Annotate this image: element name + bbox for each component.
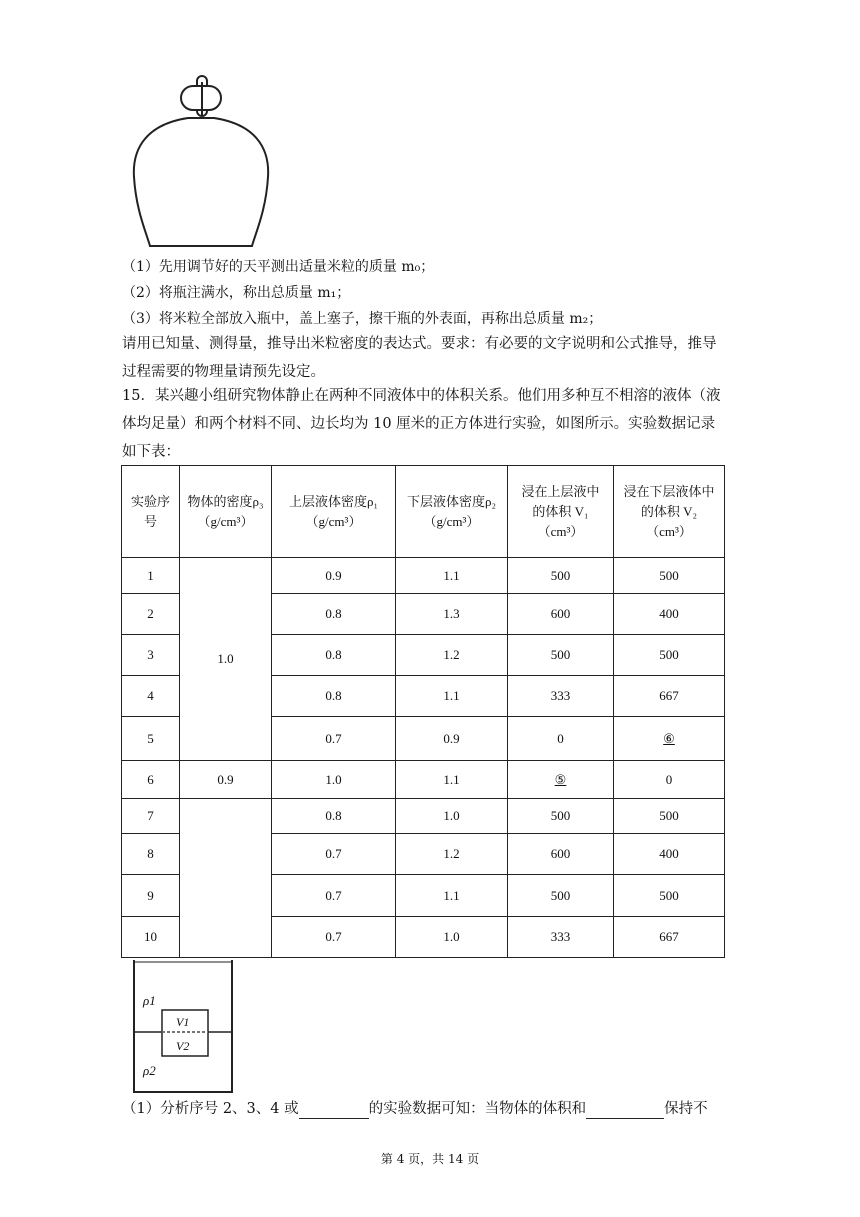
cell-v2: 400 [614,594,725,635]
cell-v2: 500 [614,875,725,917]
cell-n: 7 [122,799,180,834]
cell-v1: 500 [508,635,614,676]
answer-blank-1[interactable] [299,1102,369,1119]
table-row [122,761,725,799]
cell-n: 6 [122,761,180,799]
cell-n: 4 [122,676,180,717]
header-cell: 物体的密度ρ₃（g/cm³） [180,466,272,558]
cell-rho2: 1.3 [396,594,508,635]
instruction-text: 请用已知量、测得量，推导出米粒密度的表达式。要求：有必要的文字说明和公式推导，推导过程需要的物理量请预先设定。 [122,336,717,380]
cell-n: 9 [122,875,180,917]
cell-v1: 600 [508,834,614,875]
cell-rho2: 1.1 [396,676,508,717]
cell-rho2: 1.0 [396,799,508,834]
container-figure [126,958,238,1094]
cell-v1: 600 [508,594,614,635]
step-3: （3）将米粒全部放入瓶中，盖上塞子，擦干瓶的外表面，再称出总质量 m₂； [122,311,603,327]
cell-rho1: 0.7 [272,917,396,958]
table-row [122,558,725,594]
header-cell: 实验序号 [122,466,180,558]
header-cell: 浸在上层液中的体积 V₁（cm³） [508,466,614,558]
cell-rho1: 0.8 [272,676,396,717]
page-footer: 第 4 页，共 14 页 [380,1152,480,1166]
cell-rho2: 1.1 [396,761,508,799]
cell-rho1: 0.9 [272,558,396,594]
cell-v2: 500 [614,635,725,676]
cell-rho3: 1.0 [180,558,272,761]
rho2-label: ρ2 [143,1063,156,1078]
cell-n: 8 [122,834,180,875]
cell-n: 1 [122,558,180,594]
bottle-body [134,118,268,246]
header-cell: 上层液体密度ρ₁（g/cm³） [272,466,396,558]
cell-v1: 500 [508,558,614,594]
cell-v1: 0 [508,717,614,761]
cell-rho1: 1.0 [272,761,396,799]
cell-rho3 [180,799,272,958]
cell-v2: 400 [614,834,725,875]
cell-v2: 667 [614,676,725,717]
question-15-text: 15．某兴趣小组研究物体静止在两种不同液体中的体积关系。他们用多种互不相溶的液体（液体均足量）和两个材料不同、边长均为 10 厘米的正方体进行实验，如图所示。实验数据记录如下表： [122,388,721,460]
cell-v1: 500 [508,799,614,834]
cell-v2: 667 [614,917,725,958]
cell-n: 2 [122,594,180,635]
cell-rho1: 0.7 [272,717,396,761]
v1-label: V1 [176,1015,190,1029]
header-cell: 下层液体密度ρ₂（g/cm³） [396,466,508,558]
experiment-table [121,465,725,958]
question-1-part-c: 保持不 [664,1101,708,1117]
cell-v2-blank-6: ⑥ [614,717,725,761]
cell-rho2: 1.1 [396,875,508,917]
rho1-label: ρ1 [143,993,156,1008]
cell-rho2: 0.9 [396,717,508,761]
cell-n: 10 [122,917,180,958]
header-cell: 浸在下层液体中的体积 V₂（cm³） [614,466,725,558]
cell-rho1: 0.8 [272,799,396,834]
v2-label: V2 [176,1039,190,1053]
step-2: （2）将瓶注满水，称出总质量 m₁； [122,285,351,301]
cell-v1-blank-5: ⑤ [508,761,614,799]
cell-v1: 500 [508,875,614,917]
cell-v1: 333 [508,917,614,958]
table-row [122,799,725,834]
question-1-part-a: （1）分析序号 2、3、4 或 [122,1101,299,1117]
cell-rho2: 1.0 [396,917,508,958]
answer-blank-2[interactable] [586,1102,664,1119]
question-1-part-b: 的实验数据可知：当物体的体积和 [368,1101,587,1117]
cell-rho2: 1.2 [396,834,508,875]
cell-rho1: 0.7 [272,875,396,917]
cell-n: 3 [122,635,180,676]
cell-v1: 333 [508,676,614,717]
step-1: （1）先用调节好的天平测出适量米粒的质量 m₀； [122,259,435,275]
cell-rho2: 1.2 [396,635,508,676]
cell-rho1: 0.7 [272,834,396,875]
cell-v2: 500 [614,558,725,594]
question-1-line [122,1099,708,1119]
cell-rho1: 0.8 [272,635,396,676]
cell-rho3: 0.9 [180,761,272,799]
cell-rho2: 1.1 [396,558,508,594]
cell-v2: 500 [614,799,725,834]
cell-n: 5 [122,717,180,761]
table-header-row [122,466,725,558]
bottle-figure [128,72,272,250]
cell-v2: 0 [614,761,725,799]
cell-rho1: 0.8 [272,594,396,635]
